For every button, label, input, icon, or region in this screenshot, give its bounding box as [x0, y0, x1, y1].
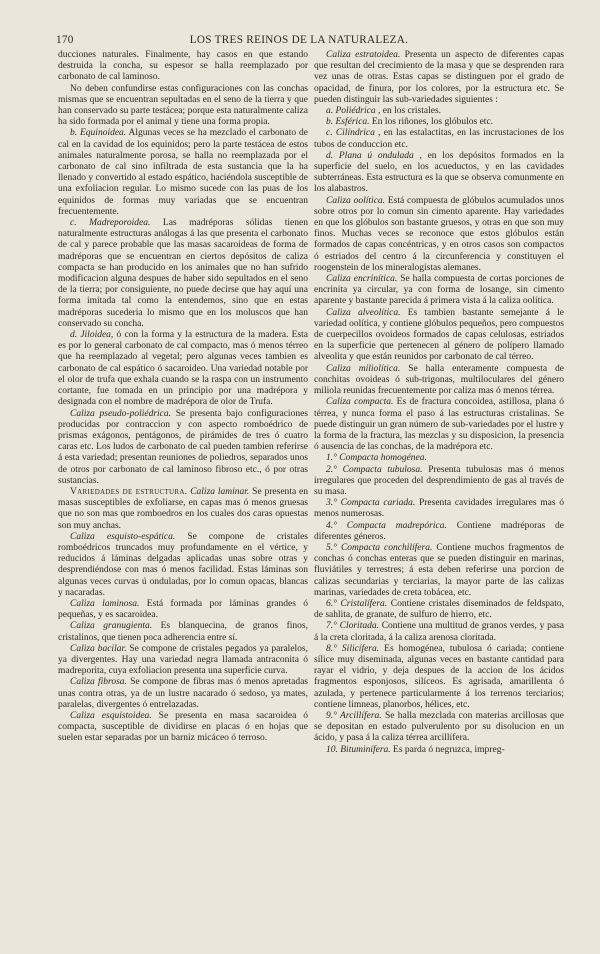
- entry-term: 8.° Silicífera.: [326, 643, 380, 654]
- entry-text: Contiene una multitud de granos verdes, y pasa á la creta cloritada, á la caliza arenosa cloritada.: [314, 621, 564, 643]
- entry-term: Caliza oolítica.: [326, 195, 386, 206]
- right-column-paragraph: [314, 521, 564, 543]
- left-column-paragraph: [58, 487, 308, 532]
- entry-text: En los riñones, los glóbulos etc.: [371, 117, 494, 128]
- entry-term: Caliza pseudo-poliédrica.: [70, 408, 172, 419]
- entry-term: Caliza bacilar.: [70, 643, 127, 654]
- right-column-paragraph: [314, 453, 564, 464]
- entry-term: Caliza laminosa.: [70, 598, 140, 609]
- entry-term: Caliza esquistoidea.: [70, 710, 152, 721]
- entry-text: Contiene muchos fragmentos de conchas ó conchas enteras que se pueden distinguir en marinas, fluviátiles y terrestres; á esta deben referirse una porcion de calizas secundarias y terciarias, la mayor parte de las calizas marinas, variedades de creta tobácea, etc.: [314, 542, 564, 598]
- entry-text: Se compone de cristales pegados ya paralelos, ya divergentes. Hay una variedad negra llamada antraconita ó madreporita, cuya exfoliacion presenta una superficie curva.: [58, 643, 308, 677]
- entry-term: b. Esférica.: [326, 117, 370, 128]
- right-column-paragraph: [314, 151, 564, 196]
- entry-term: 10. Bituminífera.: [326, 744, 391, 755]
- left-column-paragraph: [58, 677, 308, 711]
- entry-text: Se halla mezclada con materias arcillosas que se depositan en estado pulverulento por su disolucion en un ácido, y pasa á la caliza térrea arcillífera.: [314, 710, 564, 744]
- right-column-paragraph: [314, 117, 564, 128]
- entry-term: Caliza esquisto-espática.: [70, 531, 176, 542]
- entry-text: Presenta cavidades irregulares mas ó menos numerosas.: [314, 498, 564, 520]
- entry-text: Se compone de fibras mas ó menos apretadas unas contra otras, ya de un lustre nacarado ó sedoso, ya mates, paralelas, divergentes ó entrelazadas.: [58, 677, 308, 710]
- right-column-paragraph: [314, 711, 564, 745]
- entry-text: Está compuesta de glóbulos acumulados unos sobre otros por lo comun sin cimento aparente. Hay variedades en que los glóbulos son bastante gruesos, y otras en que son muy finos. Muchas veces se reconoce que estos glóbulos están formados de capas concéntricas, y en otros casos son compactos ó estriados del centro á la circunferencia y constituyen el roogenstein de los mineralogistas alemanes.: [314, 195, 564, 273]
- entry-text: Se halla enteramente compuesta de conchitas ovoideas ó sub-trigonas, multiloculares del género miliola reunidas frecuentemente por caliza mas ó menos térrea.: [314, 363, 564, 397]
- left-column-paragraph: [58, 599, 308, 621]
- entry-text: , en los cristales.: [377, 106, 442, 117]
- entry-text: Contiene madréporas de diferentes géneros.: [314, 520, 564, 542]
- entry-term: c. Cilíndrica: [326, 128, 375, 139]
- left-column: [58, 50, 308, 945]
- entry-term: c. Madreporoidea.: [70, 218, 151, 229]
- left-column-paragraph: [58, 128, 308, 218]
- right-column-paragraph: [314, 543, 564, 599]
- entry-term: 7.° Cloritada.: [326, 621, 379, 632]
- page-header: [56, 34, 542, 48]
- entry-text: Se presenta en masa sacaroidea ó compacta, susceptible de dividirse en placas ó en hojas que suelen estar separadas por un barniz micáceo ó terroso.: [58, 710, 308, 744]
- left-column-paragraph: [58, 84, 308, 129]
- entry-text: , en los depósitos formados en la superficie del suelo, en los acueductos, y en las cavidades subterráneas. Esta estructura es la que se observa comunmente en los alabastros.: [314, 150, 564, 195]
- entry-text: Presenta tubulosas mas ó menos irregulares que proceden del desprendimiento de gas al través de su masa.: [314, 464, 564, 497]
- entry-text: Es parda ó negruzca, impreg-: [393, 744, 505, 755]
- entry-text: Algunas veces se ha mezclado el carbonato de cal en la cavidad de los equinidos; pero la parte testácea de estos animales naturalmente porosa, se halla no reemplazada por el carbonato de cal sino infiltrada de esta sustancia que la ha llenado y convertido al estado espático, haciéndola susceptible de una exfoliacion regular. Lo mismo sucede con las puas de los equinidos de formas muy variadas que se encuentran frecuentemente.: [58, 128, 308, 217]
- entry-text: Se presenta en masas susceptibles de exfoliarse, en capas mas ó menos gruesas que no son mas que romboedros en los cuales dos caras opuestas son muy anchas.: [58, 486, 308, 531]
- entry-term: d. Plana ú ondulada: [326, 150, 414, 161]
- entry-text: , en las estalactitas, en las incrustaciones de los tubos de conduccion etc.: [314, 128, 564, 150]
- entry-term: Caliza encrinítica.: [326, 274, 398, 285]
- entry-term: d. Jiloidea,: [70, 330, 114, 341]
- entry-text: Presenta un aspecto de diferentes capas que resultan del crecimiento de la masa y que se desprenden rara vez unas de otras. Estas capas se distinguen por el grado de opacidad, de finura, por los colores, por la estructura etc. Se pueden distinguir las sub-variedades siguientes :: [314, 50, 564, 105]
- left-column-paragraph: [58, 330, 308, 408]
- right-column-paragraph: [314, 128, 564, 150]
- right-column-paragraph: [314, 644, 564, 711]
- entry-term: Caliza alveolítica.: [326, 307, 401, 318]
- entry-text: Es tambien bastante semejante á le variedad oolítica, y contiene glóbulos pequeños, pero compuestos de cuerpecillos ovoideos formados de capas celulosas, estriados en la superficie que pertenecen al género de polípero llamado alveolita y que están reunidos por carbonato de cal térreo.: [314, 307, 564, 363]
- entry-term: Caliza laminar.: [190, 486, 250, 497]
- entry-text: Se presenta bajo configuraciones producidas por contraccion y con aspecto romboédrico de prismas exágonos, pentágonos, de pirámides de tres ó cuatro caras etc. Los ludos de carbonato de cal pueden tambien referirse á esta variedad; presentan reuniones de poliedros, separados unos de otros por carbonato de cal laminoso fibroso etc., ó por otras sustancias.: [58, 408, 308, 486]
- right-column-paragraph: [314, 364, 564, 398]
- right-column-paragraph: [314, 50, 564, 106]
- entry-text: Es blanquecina, de granos finos, cristalinos, que tienen poca adherencia entre sí.: [58, 621, 308, 643]
- left-column-paragraph: [58, 50, 308, 84]
- entry-text: Se halla compuesta de cortas porciones de encrinita ya circular, ya con forma de losange, sin cimento aparente y bastante parecida á primera vista á la caliza oolítica.: [314, 274, 564, 307]
- entry-term: Caliza estratoidea.: [326, 50, 401, 60]
- entry-text: Es homogénea, tubulosa ó cariada; contiene sílice muy diseminada, algunas veces en bastante cantidad para rayar el vidrio, y deja despues de la accion de los ácidos fragmentos esponjosos, silíceos. Es agrisada, amarillenta ó azulada, y pertenece particularmente á los terrenos terciarios; contiene limneas, planorbos, hélices, etc.: [314, 643, 564, 710]
- entry-text: No deben confundirse estas configuraciones con las conchas mismas que se encuentran sepultadas en el seno de la tierra y que han conservado su parte testácea; porque esta naturalmente caliza ha sido formada por el animal y tiene una forma propia.: [58, 83, 308, 128]
- entry-term: Caliza miliolítica.: [326, 363, 401, 374]
- entry-text: ducciones naturales. Finalmente, hay casos en que estando destruida la concha, su espesor se halla reemplazado por carbonato de cal laminoso.: [58, 50, 308, 83]
- entry-term: 4.° Compacta madrepórica.: [326, 520, 447, 531]
- left-column-paragraph: [58, 218, 308, 330]
- right-column-paragraph: [314, 498, 564, 520]
- right-column-paragraph: [314, 196, 564, 274]
- right-column-paragraph: [314, 106, 564, 117]
- entry-term: 5.° Compacta conchilífera.: [326, 542, 433, 553]
- entry-term: 1.° Compacta homogénea.: [326, 453, 427, 464]
- left-column-paragraph: [58, 532, 308, 599]
- entry-text: Contiene cristales diseminados de feldspato, de sahlita, de granate, de sulfuro de hierro, etc.: [314, 598, 564, 621]
- entry-term: 9.° Arcillífera.: [326, 710, 382, 721]
- entry-text: Las madréporas sólidas tienen naturalmente estructuras análogas á las que presenta el carbonato de cal y parece probable que las masas sacaroideas de forma de madréporas que se encuentran en ciertos depósitos de caliza compacta se han producido en los animales que no han sufrido modificacion alguna despues de haber sido sepultados en el seno de la tierra; por consiguiente, no puede decirse que hay aquí una forma imitada tal como la entendemos, sino que en estas madréporas sucederia lo mismo que en los moluscos que han conservado su concha.: [58, 218, 308, 329]
- right-column-paragraph: [314, 397, 564, 453]
- running-title: LOS TRES REINOS DE LA NATURALEZA.: [189, 34, 409, 46]
- right-column-paragraph: [314, 745, 564, 756]
- right-column-paragraph: [314, 599, 564, 621]
- right-column-paragraph: [314, 621, 564, 643]
- left-column-paragraph: [58, 711, 308, 745]
- entry-text: ó con la forma y la estructura de la madera. Esta es por lo general carbonato de cal compacto, mas ó menos térreo que ha reemplazado al vegetal; pero algunas veces tambien es carbonato de cal espático ó sacaroideo. Una variedad notable por el olor de trufa que exhala cuando se la raspa con un instrumento cortante, fue tomada en un principio por una madrépora y designada con el nombre de madrépora de olor de Trufa.: [58, 330, 308, 408]
- entry-term: Caliza granugienta.: [70, 621, 153, 632]
- entry-term: 2.° Compacta tubulosa.: [326, 464, 423, 475]
- section-heading: Variedades de estructura.: [70, 486, 188, 497]
- entry-term: a. Poliédrica: [326, 106, 376, 117]
- left-column-paragraph: [58, 621, 308, 643]
- entry-term: Caliza compacta.: [326, 397, 394, 408]
- entry-text: Está formada por láminas grandes ó pequeñas, y es sacaroidea.: [58, 598, 308, 621]
- entry-term: Caliza fibrosa.: [70, 677, 127, 688]
- right-column: [314, 50, 564, 945]
- right-column-paragraph: [314, 465, 564, 499]
- left-column-paragraph: [58, 409, 308, 487]
- entry-term: 3.° Compacta cariada.: [326, 498, 416, 509]
- entry-term: 6.° Cristalífera.: [326, 598, 388, 609]
- left-column-paragraph: [58, 644, 308, 678]
- right-column-paragraph: [314, 308, 564, 364]
- entry-term: b. Equinoidea.: [70, 128, 127, 139]
- right-column-paragraph: [314, 274, 564, 308]
- entry-text: Es de fractura concoidea, astillosa, plana ó térrea, y nunca forma el paso á las estructuras cristalinas. Se puede distinguir un gran número de sub-variedades por el lustre y la forma de la fractura, las mezclas y su disposicion, la presencia ó ausencia de las conchas, de la madrépora etc.: [314, 397, 564, 453]
- page-number: 170: [56, 34, 74, 46]
- entry-text: Se compone de cristales romboédricos truncados muy profundamente en el vértice, y reducidos á láminas delgadas aplicadas unas sobre otras y desprendiéndose con mas ó menos facilidad. Estas láminas son algunas veces curvas ú onduladas, por lo comun opacas, blancas y nacaradas.: [58, 531, 308, 598]
